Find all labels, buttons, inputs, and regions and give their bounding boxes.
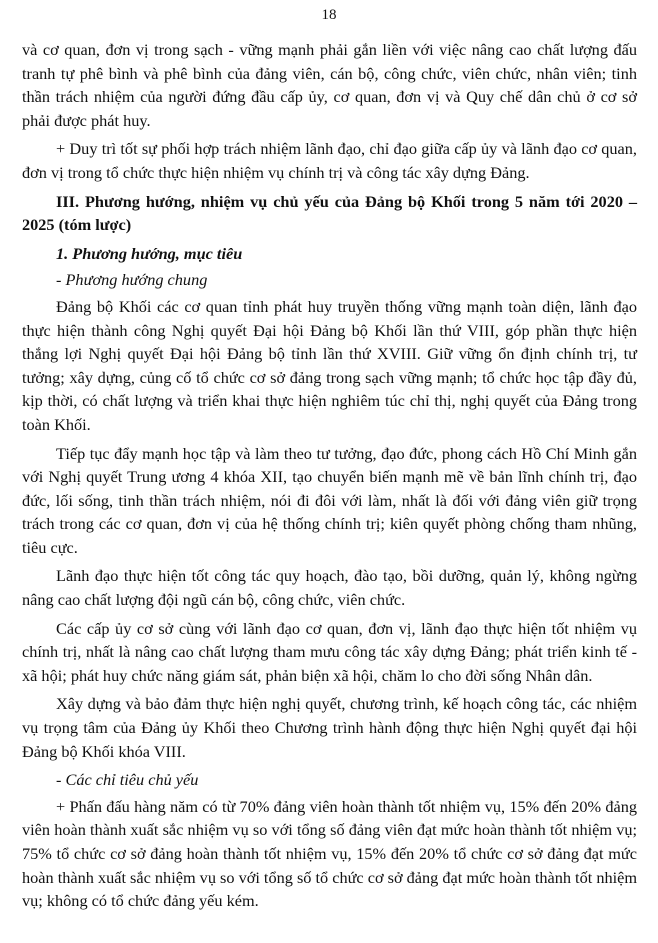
document-body xyxy=(22,38,637,918)
subheading-main-targets: - Các chỉ tiêu chủ yếu xyxy=(56,770,199,790)
paragraph-resolution-implementation: Xây dựng và bảo đảm thực hiện nghị quyết, chương trình, kế hoạch công tác, các nhiệm vụ trọng tâm của Đảng ủy Khối theo Chương trình hành động thực hiện Nghị quyết đại hội Đảng bộ Khối khóa VIII. xyxy=(22,694,637,761)
paragraph-cadre-training: Lãnh đạo thực hiện tốt công tác quy hoạch, đào tạo, bồi dưỡng, quản lý, không ngừng nâng cao chất lượng đội ngũ cán bộ, công chức, viên chức. xyxy=(22,566,637,610)
paragraph-general-direction: Đảng bộ Khối các cơ quan tỉnh phát huy truyền thống vững mạnh toàn diện, lãnh đạo thực hiện thành công Nghị quyết Đại hội Đảng bộ Khối lần thứ VIII, góp phần thực hiện thắng lợi Nghị quyết Đại hội Đảng bộ tỉnh lần thứ XVIII. Giữ vững ổn định chính trị, tư tưởng; xây dựng, củng cố tổ chức cơ sở đảng trong sạch vững mạnh; tổ chức học tập đầy đủ, kịp thời, có chất lượng và triển khai thực hiện nghiêm túc chỉ thị, nghị quyết của Đảng trong toàn Khối. xyxy=(22,296,637,434)
paragraph-targets: + Phấn đấu hàng năm có từ 70% đảng viên hoàn thành tốt nhiệm vụ, 15% đến 20% đảng viên hoàn thành xuất sắc nhiệm vụ so với tổng số đảng viên đạt mức hoàn thành tốt nhiệm vụ; 75% tổ chức cơ sở đảng hoàn thành tốt nhiệm vụ, 15% đến 20% tổ chức cơ sở đảng đạt mức hoàn thành xuất sắc nhiệm vụ so với tổng số tổ chức cơ sở đảng đạt mức hoàn thành tốt nhiệm vụ; không có tổ chức đảng yếu kém. xyxy=(22,796,638,911)
subsection-heading-1: 1. Phương hướng, mục tiêu xyxy=(56,243,243,263)
subheading-general-direction: - Phương hướng chung xyxy=(56,270,208,290)
paragraph-coordination: + Duy trì tốt sự phối hợp trách nhiệm lãnh đạo, chỉ đạo giữa cấp ủy và lãnh đạo cơ quan, đơn vị trong tổ chức thực hiện nhiệm vụ chính trị và công tác xây dựng Đảng. xyxy=(22,139,637,182)
paragraph-continuation: và cơ quan, đơn vị trong sạch - vững mạnh phải gắn liền với việc nâng cao chất lượng đấu tranh tự phê bình và phê bình của đảng viên, cán bộ, công chức, viên chức, nhân viên; tinh thần trách nhiệm của người đứng đầu cấp ủy, cơ quan, đơn vị và Quy chế dân chủ ở cơ sở phải được phát huy. xyxy=(22,40,637,130)
page-number: 18 xyxy=(321,7,337,23)
paragraph-ho-chi-minh-study: Tiếp tục đẩy mạnh học tập và làm theo tư tưởng, đạo đức, phong cách Hồ Chí Minh gắn với Nghị quyết Trung ương 4 khóa XII, tạo chuyển biến mạnh mẽ về bản lĩnh chính trị, đạo đức, lối sống, tinh thần trách nhiệm, nói đi đôi với làm, nhất là đối với đảng viên giữ trọng trách trong các cơ quan, đơn vị của hệ thống chính trị; kiên quyết phòng chống tham nhũng, tiêu cực. xyxy=(22,443,637,557)
section-heading-iii: III. Phương hướng, nhiệm vụ chủ yếu của Đảng bộ Khối trong 5 năm tới 2020 – 2025 (tóm lược) xyxy=(22,191,637,235)
paragraph-grassroots-committees: Các cấp ủy cơ sở cùng với lãnh đạo cơ quan, đơn vị, lãnh đạo thực hiện tốt nhiệm vụ chính trị, nhất là nâng cao chất lượng tham mưu công tác xây dựng Đảng; phát triển kinh tế - xã hội; phát huy chức năng giám sát, phản biện xã hội, chăm lo cho đời sống Nhân dân. xyxy=(22,618,637,685)
